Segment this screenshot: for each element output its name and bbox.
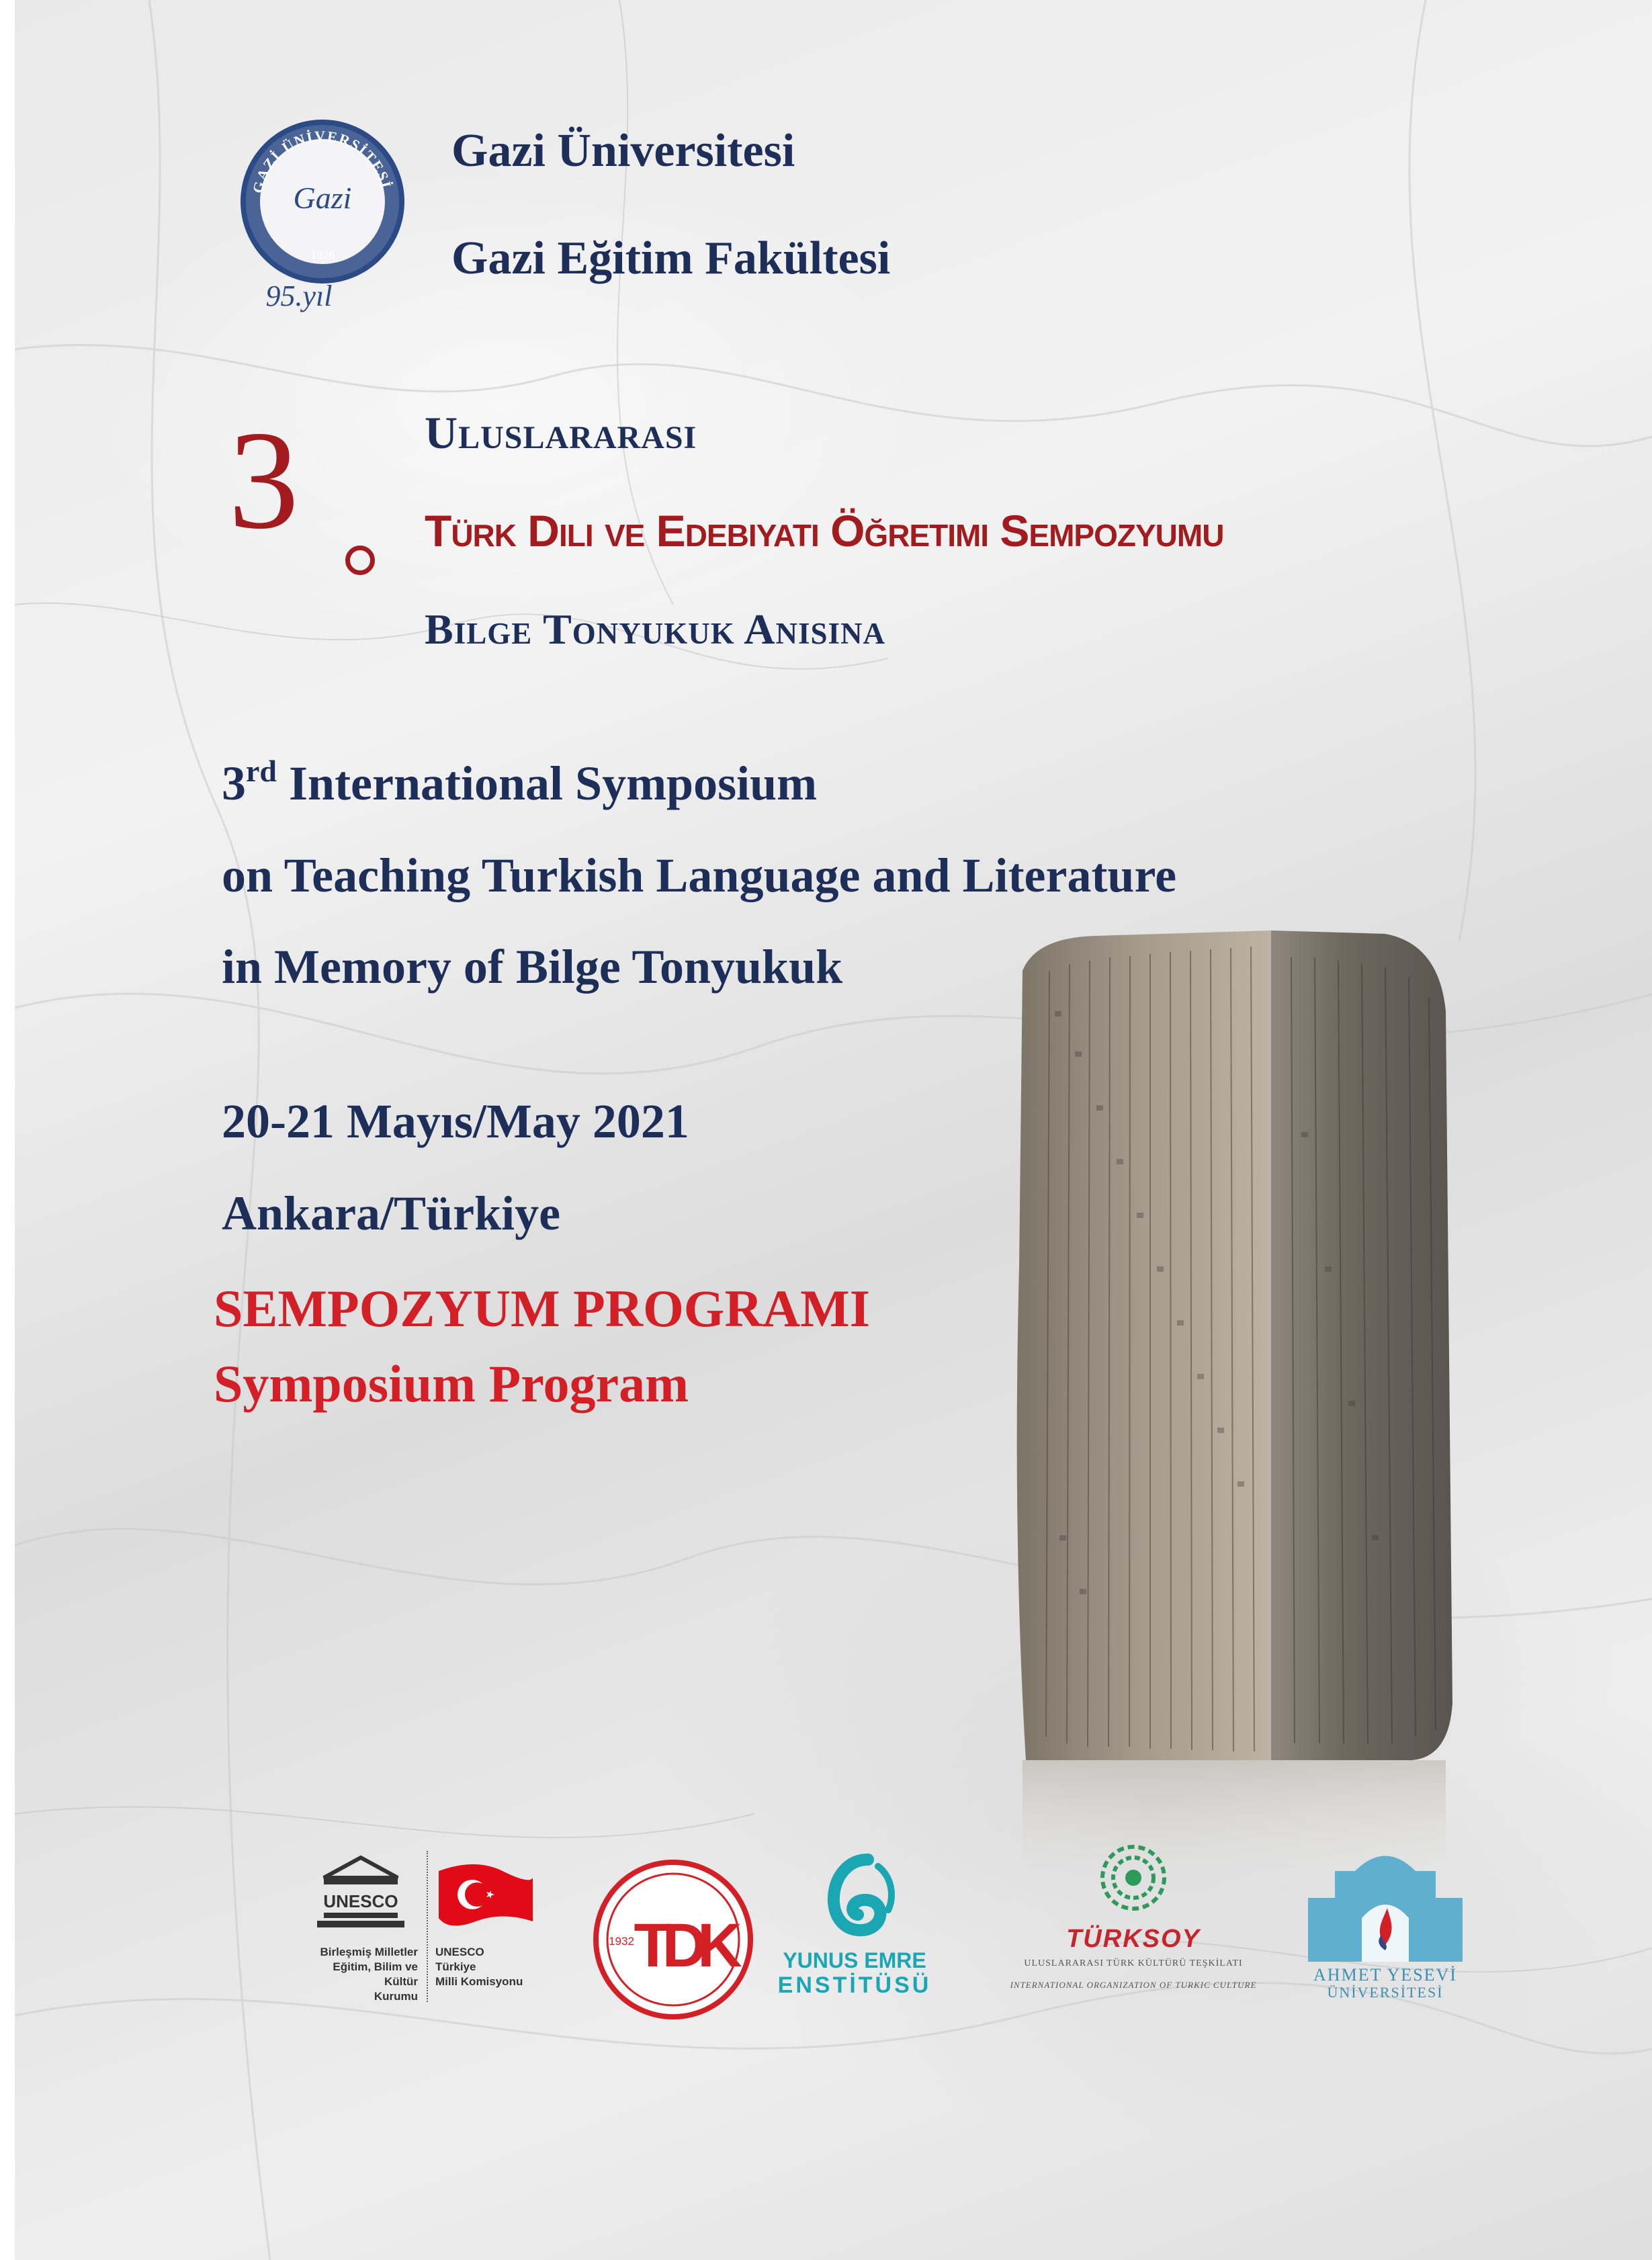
unesco-left-line2: Eğitim, Bilim ve Kültür bbox=[333, 1960, 418, 1988]
tdk-logo bbox=[589, 1856, 757, 2024]
title-en-line3: in Memory of Bilge Tonyukuk bbox=[222, 940, 843, 994]
yunus-emre-logo bbox=[767, 1846, 942, 2014]
unesco-right-line2: Türkiye bbox=[435, 1960, 476, 1973]
unesco-divider bbox=[427, 1851, 428, 2002]
title-en-ordinal: 3 bbox=[222, 756, 246, 810]
program-title-tr: SEMPOZYUM PROGRAMI bbox=[214, 1279, 871, 1338]
yesevi-line2: ÜNİVERSİTESİ bbox=[1327, 1984, 1444, 2001]
turksoy-tr: ULUSLARARASI TÜRK KÜLTÜRÜ TEŞKİLATI bbox=[1024, 1958, 1243, 1968]
svg-text:1932: 1932 bbox=[609, 1935, 634, 1948]
gazi-university-logo bbox=[235, 114, 410, 316]
title-en-line2: on Teaching Turkish Language and Literature bbox=[222, 849, 1177, 902]
yunus-emre-line1: YUNUS EMRE bbox=[783, 1948, 926, 1972]
title-tr-line3: Bilge Tonyukuk Anısına bbox=[425, 605, 885, 653]
unesco-left-text bbox=[304, 1945, 418, 2004]
event-date: 20-21 Mayıs/May 2021 bbox=[222, 1094, 689, 1148]
unesco-right-line3: Milli Komisyonu bbox=[435, 1975, 523, 1988]
svg-text:95.yıl: 95.yıl bbox=[265, 279, 333, 312]
unesco-right-line1: UNESCO bbox=[435, 1946, 484, 1958]
ahmet-yesevi-logo bbox=[1295, 1844, 1476, 2005]
svg-text:TDK: TDK bbox=[634, 1911, 733, 1980]
turksoy-star-icon bbox=[979, 1837, 1288, 1925]
svg-text:GAZİ ÜNİVERSİTESİ: GAZİ ÜNİVERSİTESİ bbox=[249, 127, 395, 195]
event-place: Ankara/Türkiye bbox=[222, 1186, 561, 1240]
unesco-logo bbox=[304, 1851, 566, 2009]
yesevi-building-icon bbox=[1295, 1844, 1476, 1965]
document-page bbox=[15, 0, 1652, 2260]
turkish-flag-icon bbox=[435, 1858, 536, 1931]
tonyukuk-inscription-stone bbox=[1009, 930, 1452, 1760]
faculty-name: Gazi Eğitim Fakültesi bbox=[451, 232, 891, 284]
title-tr-line2: Türk Dili ve Edebiyatı Öğretimi Sempozyumu bbox=[425, 506, 1224, 556]
svg-text:1926: 1926 bbox=[310, 248, 335, 261]
turksoy-logo bbox=[979, 1837, 1288, 2019]
yunus-emre-swirl-icon bbox=[767, 1846, 942, 1947]
turksoy-name: TÜRKSOY bbox=[1066, 1925, 1201, 1953]
edition-dot bbox=[345, 546, 375, 575]
title-en-line1 bbox=[222, 756, 817, 812]
edition-number: 3 bbox=[228, 402, 299, 558]
unesco-temple-icon bbox=[304, 1851, 418, 1938]
svg-text:UNESCO: UNESCO bbox=[323, 1891, 398, 1911]
unesco-left-line1: Birleşmiş Milletler bbox=[320, 1946, 418, 1958]
title-en-ordinal-suffix: rd bbox=[246, 754, 277, 788]
unesco-right-text bbox=[435, 1945, 543, 1989]
svg-text:Gazi: Gazi bbox=[293, 181, 352, 215]
unesco-left-line3: Kurumu bbox=[374, 1990, 418, 2003]
title-tr-line1: Uluslararası bbox=[425, 407, 697, 458]
turksoy-en: INTERNATIONAL ORGANIZATION OF TURKIC CULTURE bbox=[1010, 1980, 1257, 1990]
title-en-line1-text: International Symposium bbox=[277, 756, 818, 810]
program-title-en: Symposium Program bbox=[214, 1354, 689, 1413]
yesevi-line1: AHMET YESEVİ bbox=[1313, 1965, 1457, 1985]
yunus-emre-line2: ENSTİTÜSÜ bbox=[777, 1972, 932, 1998]
university-name: Gazi Üniversitesi bbox=[451, 125, 795, 177]
